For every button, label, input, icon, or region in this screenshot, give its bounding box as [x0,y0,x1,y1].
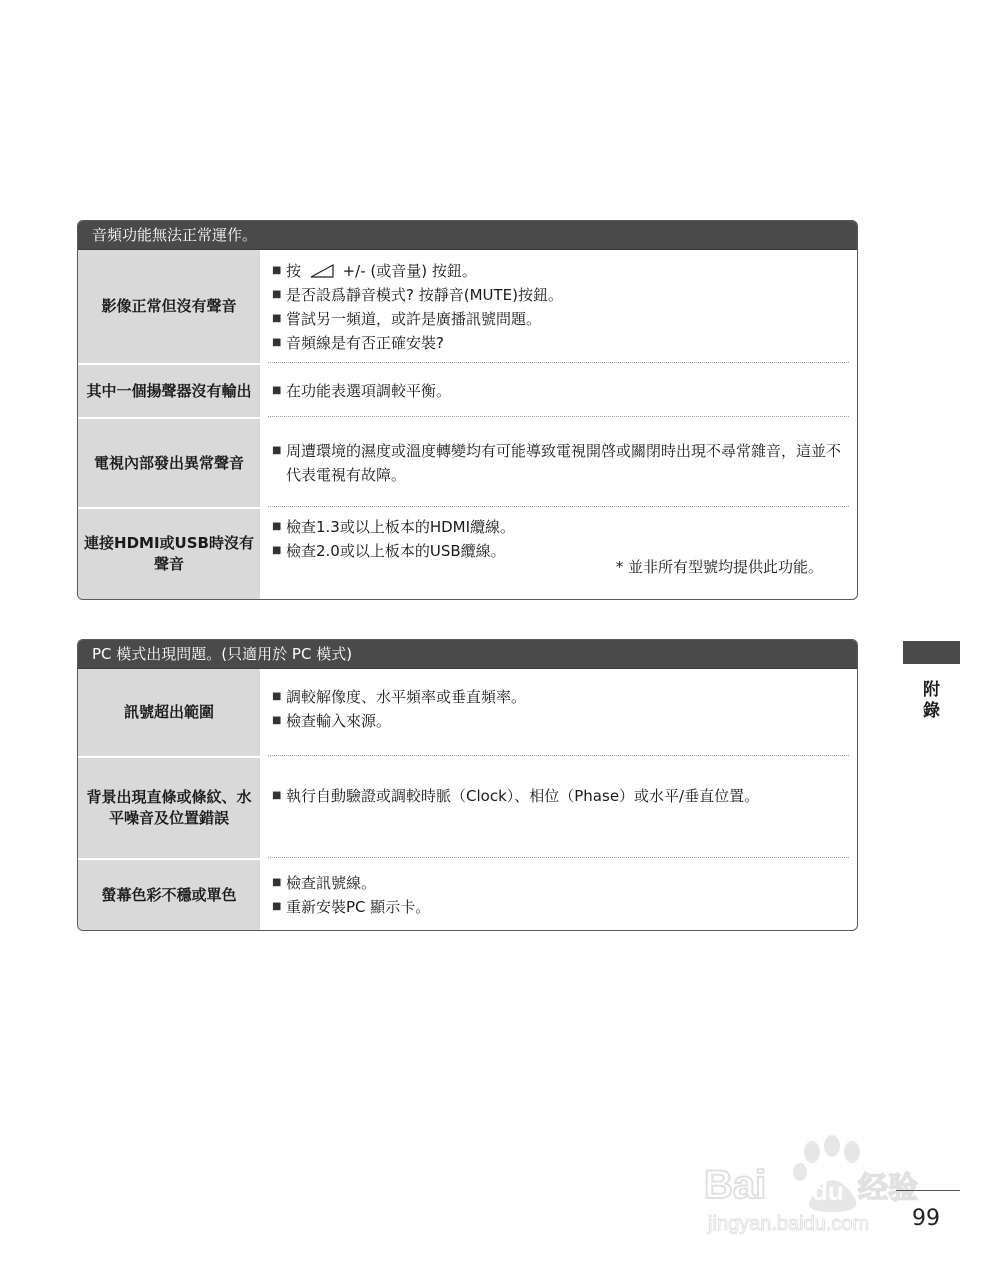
table-row [78,669,857,756]
bullet: ■ [272,691,282,702]
table-row [78,758,857,858]
item-text: 執行自動驗證或調較時脈（Clock）、相位（Phase）或水平/垂直位置。 [286,787,760,805]
symptom-label: 影像正常但沒有聲音 [78,250,260,363]
item-text-pre: 按 [286,261,302,280]
symptom-label: 電視內部發出異常聲音 [78,419,260,507]
appendix-label: 附錄 [919,680,939,722]
bullet: ■ [272,288,282,300]
list-item [272,439,847,487]
bullet: ■ [272,877,282,888]
item-text: 在功能表選項調較平衡。 [286,382,452,400]
solution-cell [260,860,857,930]
watermark-brand-3: 经验 [858,1171,918,1206]
page-number: 99 [912,1206,940,1231]
bullet: ■ [272,264,282,276]
bullet: ■ [272,336,282,348]
item-text-post: +/- (或音量) 按鈕。 [342,261,477,280]
item-text: 重新安裝PC 顯示卡。 [286,898,431,916]
symptom-label: 其中一個揚聲器沒有輸出 [78,365,260,417]
symptom-label: 訊號超出範圍 [78,669,260,756]
bullet: ■ [272,790,282,801]
item-text: 檢查訊號線。 [286,874,377,892]
row-divider [268,416,849,417]
bullet: ■ [272,385,282,396]
list-item [272,331,847,355]
bullet: ■ [272,545,282,556]
table-row [78,365,857,417]
list-item [272,307,847,331]
list-item [272,709,847,733]
pc-mode-troubleshooting-table [77,639,858,931]
list-item [272,379,847,403]
row-divider [268,362,849,363]
list-item [272,283,847,307]
table-row [78,509,857,599]
table-row [78,250,857,363]
solution-cell [260,365,857,417]
item-text: 檢查1.3或以上板本的HDMI纜線。 [286,518,516,536]
symptom-label: 連接HDMI或USB時沒有聲音 [78,509,260,599]
solution-cell [260,419,857,507]
table-row [78,860,857,930]
list-item [272,895,847,919]
row-divider [268,506,849,507]
bullet: ■ [272,445,282,456]
solution-cell [260,509,857,599]
section-header: 音頻功能無法正常運作。 [78,221,857,250]
list-item [272,784,847,808]
item-text: 是否設爲靜音模式? 按靜音(MUTE)按鈕。 [286,285,563,304]
list-item [272,515,847,539]
watermark-url: jingyan.baidu.com [708,1213,870,1235]
watermark-brand-1: Bai [704,1163,767,1207]
list-item [272,685,847,709]
symptom-label: 背景出現直條或條紋、水平噪音及位置錯誤 [78,758,260,858]
page-rule [896,1190,960,1191]
item-text: 嘗試另一頻道，或許是廣播訊號問題。 [286,309,542,328]
table-row [78,419,857,507]
watermark-brand-2: du [812,1176,844,1206]
list-item [272,871,847,895]
list-item [272,259,847,283]
section-tab-marker [903,641,960,664]
bullet: ■ [272,715,282,726]
solution-cell [260,250,857,363]
solution-cell [260,669,857,756]
bullet: ■ [272,521,282,532]
audio-troubleshooting-table [77,220,858,600]
bullet: ■ [272,312,282,324]
item-text: 檢查輸入來源。 [286,712,392,730]
item-text: 檢查2.0或以上板本的USB纜線。 [286,542,506,560]
row-divider [268,755,849,756]
footnote: * 並非所有型號均提供此功能。 [615,558,823,576]
item-text: 音頻線是有否正確安裝? [286,333,444,352]
volume-ramp-icon [310,264,334,278]
item-text: 周遭環境的濕度或溫度轉變均有可能導致電視開啓或關閉時出現不尋常雜音，這並不代表電視有故障。 [286,442,842,484]
solution-cell [260,758,857,858]
row-divider [268,857,849,858]
bullet: ■ [272,901,282,912]
symptom-label: 螢幕色彩不穩或單色 [78,860,260,930]
section-header: PC 模式出現問題。(只適用於 PC 模式) [78,640,857,669]
item-text: 調較解像度、水平頻率或垂直頻率。 [286,688,527,706]
